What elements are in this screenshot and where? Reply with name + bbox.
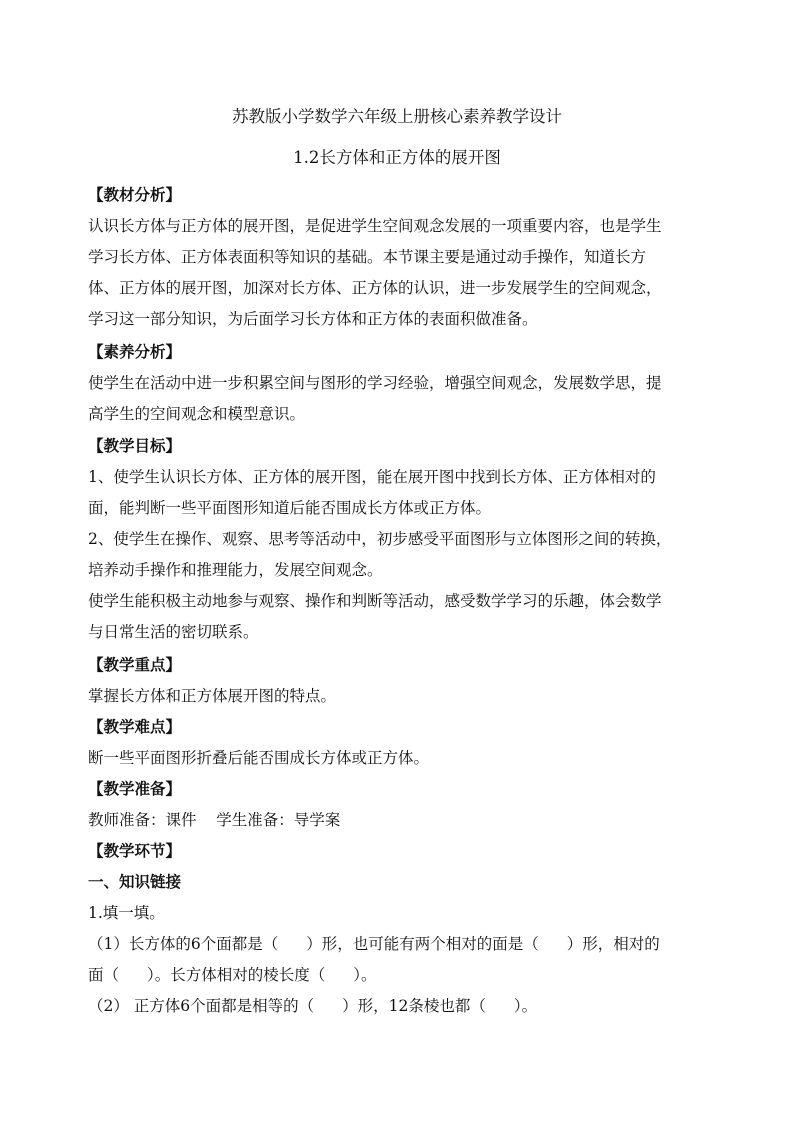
preparation-line: 教师准备：课件 学生准备：导学案 xyxy=(88,811,341,829)
preparation-heading: 【教学准备】 xyxy=(88,779,182,798)
difficulty-line: 断一些平面图形折叠后能否围成长方体或正方体。 xyxy=(88,749,430,767)
q1-2-text: ）。 xyxy=(513,997,538,1015)
q1-2-text: ）形，12条棱也都（ xyxy=(342,997,486,1015)
q1-1b-text: 面（ xyxy=(88,966,120,984)
analysis-line: 学习这一部分知识，为后面学习长方体和正方体的表面积做准备。 xyxy=(88,310,538,328)
q1-1a-text: （1）长方体的6个面都是（ xyxy=(88,935,279,953)
goals-line: 2、使学生在操作、观察、思考等活动中，初步感受平面图形与立体图形之间的转换， xyxy=(88,530,672,548)
q1-1b-text: ）。长方体相对的棱长度（ xyxy=(147,966,326,984)
q1-2-text: （2） 正方体6个面都是相等的（ xyxy=(88,997,315,1015)
literacy-line: 高学生的空间观念和模型意识。 xyxy=(88,405,306,423)
q1-1b-text: ）。 xyxy=(353,966,377,984)
goals-line: 与日常生活的密切联系。 xyxy=(88,623,259,641)
document-title: 苏教版小学数学六年级上册核心素养教学设计 xyxy=(232,107,562,126)
process-heading: 【教学环节】 xyxy=(88,841,182,860)
question1-item2 xyxy=(88,994,728,1018)
key-points-line: 掌握长方体和正方体展开图的特点。 xyxy=(88,687,337,705)
goals-line: 1、使学生认识长方体、正方体的展开图，能在展开图中找到长方体、正方体相对的 xyxy=(88,468,656,486)
goals-line: 面，能判断一些平面图形知道后能否围成长方体或正方体。 xyxy=(88,499,492,517)
analysis-line: 认识长方体与正方体的展开图，是促进学生空间观念发展的一项重要内容，也是学生 xyxy=(88,217,662,235)
key-points-heading: 【教学重点】 xyxy=(88,655,182,674)
question1-item1-line2 xyxy=(88,963,728,987)
goals-line: 培养动手操作和推理能力，发展空间观念。 xyxy=(88,561,383,579)
q1-1a-text: ）形，也可能有两个相对的面是（ xyxy=(306,935,539,953)
analysis-heading: 【教材分析】 xyxy=(88,185,182,204)
difficulty-heading: 【教学难点】 xyxy=(88,717,182,736)
document-subtitle: 1.2长方体和正方体的展开图 xyxy=(293,148,501,167)
part1-heading: 一、知识链接 xyxy=(88,872,182,891)
analysis-line: 体、正方体的展开图，加深对长方体、正方体的认识，进一步发展学生的空间观念， xyxy=(88,279,662,297)
goals-heading: 【教学目标】 xyxy=(88,436,182,455)
literacy-line: 使学生在活动中进一步积累空间与图形的学习经验，增强空间观念，发展数学思，提 xyxy=(88,374,662,392)
q1-1a-text: ）形，相对的 xyxy=(566,935,660,953)
goals-line: 使学生能积极主动地参与观察、操作和判断等活动，感受数学学习的乐趣，体会数学 xyxy=(88,592,662,610)
question1-title: 1.填一填。 xyxy=(88,904,165,922)
question1-item1-line1 xyxy=(88,932,728,956)
analysis-line: 学习长方体、正方体表面积等知识的基础。本节课主要是通过动手操作，知道长方 xyxy=(88,248,647,266)
literacy-heading: 【素养分析】 xyxy=(88,342,182,361)
